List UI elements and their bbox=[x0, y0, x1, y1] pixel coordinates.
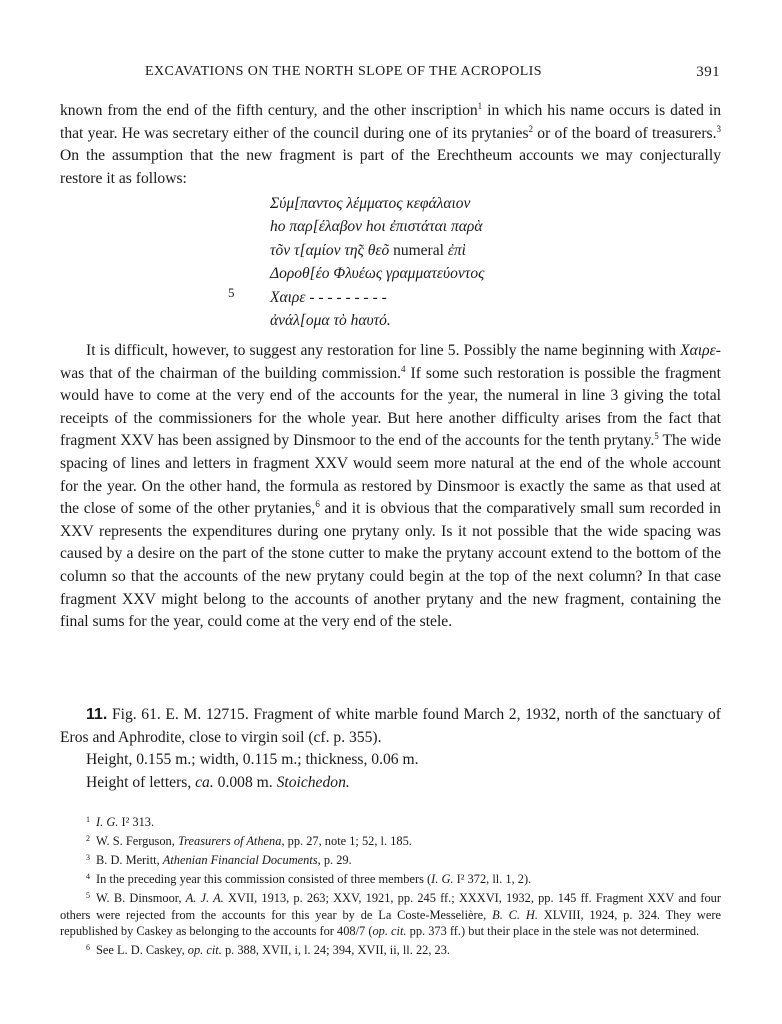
footnote-ref-4[interactable]: 4 bbox=[401, 363, 406, 374]
inscription-line-number: 5 bbox=[228, 285, 235, 300]
paragraph-discussion: It is difficult, however, to suggest any restoration for line 5. Possibly the name beginning with Χαιρε- was that of the chairman of the building commission.$^4$ If some such restoration is possible the fragment would have to come at the very end of the accounts for the year, the numeral in line 3 giving the total receipts of the commissioners for the whole year. But here another difficulty arises from the fact that fragment XXV has been assigned by Dinsmoor to the end of the accounts for the tenth prytany.$^5$ The wide spacing of lines and letters in fragment XXV would seem more natural at the end of the whole account for the year. On the other hand, the formula as restored by Dinsmoor is exactly the same as that used at the close of some of the other prytanies,$^6$ and it is obvious that the comparatively small sum recorded in XXV represents the expenditures during one prytany only. Is it not possible that the wide spacing was caused by a desire on the part of the stone cutter to make the prytany account extend to the bottom of the column so that the accounts of the new prytany could begin at the top of the next column? In that case fragment XXV might belong to the accounts of another prytany and the new fragment, containing the final sums for the year, could come at the very end of the stele. bbox=[60, 342, 721, 631]
inscription-line-2: ho παρ[έλαβον hoι ἐπιστάται παρὰ bbox=[270, 218, 483, 236]
footnote-ref-2[interactable]: 2 bbox=[528, 123, 534, 134]
paragraph-intro: known from the end of the fifth century, and the other inscription$^1$ in which his name occurs is dated in that year. He was secretary either of the council during one of its prytanies$^2$ or of the board of treasurers.$^3$ On the assumption that the new fragment is part of the Erechtheum accounts we may conjecturally restore it as follows: bbox=[60, 101, 722, 187]
running-title: EXCAVATIONS ON THE NORTH SLOPE OF THE ACROPOLIS bbox=[145, 64, 542, 79]
inscription-line-1: Σύμ[παντος λέμματος κεφάλαιον bbox=[270, 195, 471, 212]
letter-height: Height of letters, ca. 0.008 m. Stoichedon. bbox=[86, 773, 350, 791]
inscription-line-3: τõν τ[αμίον τη̃ς θεõ numeral ἐπὶ bbox=[270, 241, 466, 259]
footnote-ref-5[interactable]: 5 bbox=[654, 431, 659, 442]
inscription-line-5: Χαιρε - - - - - - - - - bbox=[270, 288, 387, 306]
footnote-ref-6[interactable]: 6 bbox=[315, 499, 320, 510]
page-number: 391 bbox=[696, 64, 720, 80]
inscription-restoration bbox=[270, 192, 484, 332]
footnote-ref-3[interactable]: 3 bbox=[716, 123, 721, 134]
footnote-6: $^6$ See L. D. Caskey, op. cit. p. 388, XVII, i, l. 24; 394, XVII, ii, ll. 22, 23. bbox=[86, 943, 451, 958]
footnotes bbox=[60, 812, 721, 959]
dimensions: Height, 0.155 m.; width, 0.115 m.; thickness, 0.06 m. bbox=[86, 751, 419, 769]
footnote-4: $^4$ In the preceding year this commission consisted of three members (I. G. I² 372, ll. 1, 2). bbox=[86, 871, 532, 886]
footnote-3: $^3$ B. D. Meritt, Athenian Financial Documents, p. 29. bbox=[86, 852, 352, 867]
footnote-ref-1[interactable]: 1 bbox=[477, 101, 483, 111]
inscription-line-6: ἀνάλ[ομα τὸ hαυτό. bbox=[270, 312, 391, 330]
section-11: 11. Fig. 61. E. M. 12715. Fragment of white marble found March 2, 1932, north of the sanctuary of Eros and Aphrodite, close to virgin soil (cf. p. 355). Height, 0.155 m.; width, 0.115 m.; thickness, 0.06 m. Height of letters, ca. 0.008 m. Stoichedon. bbox=[60, 704, 721, 794]
footnote-5: $^5$ W. B. Dinsmoor, A. J. A. XVII, 1913, p. 263; XXV, 1921, pp. 245 ff.; XXXVI, 1932, pp. 145 ff. Fragment XXV and four others were rejected from the accounts for this year by de La Coste-Messelière, B. C. H. XLVIII, 1924, p. 324. They were republished by Caskey as belonging to the accounts for 408/7 (op. cit. pp. 373 ff.) but their place in the stele was not determined. bbox=[60, 890, 721, 939]
section-number: 11. bbox=[86, 706, 108, 723]
footnote-1: $^1$ I. G. I² 313. bbox=[86, 815, 155, 829]
inscription-line-4: Δοροθ[έο Φλυέως γραμματεύοντος bbox=[270, 265, 485, 283]
footnote-2: $^2$ W. S. Ferguson, Treasurers of Athena, pp. 27, note 1; 52, l. 185. bbox=[86, 833, 412, 848]
